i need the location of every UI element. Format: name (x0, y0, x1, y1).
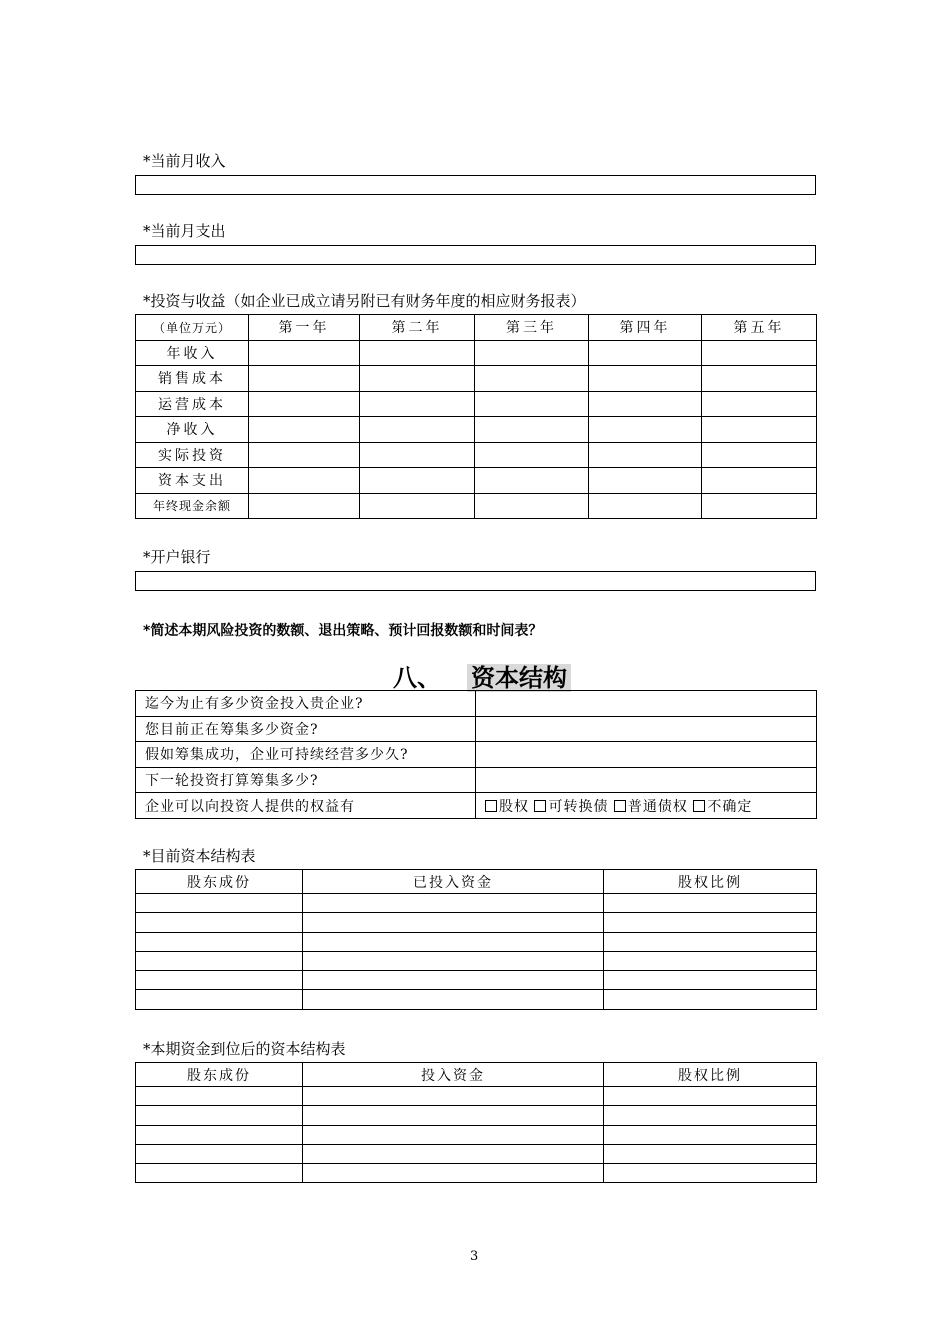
checkbox-icon[interactable] (693, 800, 705, 812)
table-cell[interactable] (303, 1144, 604, 1163)
checkbox-icon[interactable] (485, 800, 497, 812)
investment-header-row (136, 315, 817, 341)
table-cell[interactable] (604, 971, 817, 990)
table-row (136, 1125, 817, 1144)
table-cell[interactable] (589, 442, 702, 468)
table-cell[interactable] (475, 468, 589, 494)
table-row (136, 493, 817, 519)
post-structure-title: *本期资金到位后的资本结构表 (143, 1040, 346, 1058)
table-header-row (136, 1063, 817, 1087)
monthly-expense-field[interactable] (135, 245, 816, 265)
answer-cell[interactable] (476, 691, 817, 717)
table-cell[interactable] (604, 1144, 817, 1163)
table-cell[interactable] (604, 951, 817, 970)
year-3-header: 第三年 (475, 315, 589, 341)
year-4-header: 第四年 (589, 315, 702, 341)
table-cell[interactable] (136, 932, 303, 951)
table-cell[interactable] (303, 932, 604, 951)
question-label: 您目前正在筹集多少资金? (136, 716, 476, 742)
section-heading (393, 664, 571, 692)
table-cell[interactable] (303, 1087, 604, 1106)
bank-field[interactable] (135, 571, 816, 591)
table-cell[interactable] (604, 894, 817, 913)
table-cell[interactable] (475, 391, 589, 417)
equity-ratio-header: 股权比例 (604, 870, 817, 894)
table-row (136, 1144, 817, 1163)
table-row (136, 1164, 817, 1183)
row-label: 运营成本 (136, 391, 249, 417)
equity-option-stock[interactable]: 股权 (485, 799, 529, 815)
section-number: 八、 (393, 664, 441, 692)
table-row (136, 391, 817, 417)
unit-header: （单位万元） (136, 315, 249, 341)
table-cell[interactable] (303, 894, 604, 913)
row-label: 资本支出 (136, 468, 249, 494)
invested-funds-header: 投入资金 (303, 1063, 604, 1087)
table-row (136, 990, 817, 1009)
table-cell[interactable] (589, 391, 702, 417)
table-cell[interactable] (604, 1106, 817, 1125)
answer-cell[interactable] (476, 716, 817, 742)
table-cell[interactable] (136, 1164, 303, 1183)
table-cell[interactable] (249, 340, 360, 366)
table-row (136, 468, 817, 494)
table-cell[interactable] (136, 971, 303, 990)
table-cell[interactable] (360, 391, 475, 417)
table-cell[interactable] (360, 442, 475, 468)
table-cell[interactable] (136, 1144, 303, 1163)
answer-cell[interactable] (476, 742, 817, 768)
table-cell[interactable] (604, 1125, 817, 1144)
section-title: 资本结构 (467, 664, 571, 692)
table-cell[interactable] (589, 493, 702, 519)
question-label: 迄今为止有多少资金投入贵企业? (136, 691, 476, 717)
checkbox-icon[interactable] (534, 800, 546, 812)
table-cell[interactable] (303, 971, 604, 990)
table-row (136, 767, 817, 793)
table-cell[interactable] (303, 1125, 604, 1144)
table-cell[interactable] (136, 894, 303, 913)
monthly-expense-label: *当前月支出 (143, 222, 226, 240)
monthly-income-field[interactable] (135, 175, 816, 195)
table-row (136, 913, 817, 932)
table-cell[interactable] (136, 990, 303, 1009)
row-label: 年终现金余额 (136, 493, 249, 519)
equity-option-debt[interactable]: 普通债权 (614, 799, 688, 815)
equity-ratio-header: 股权比例 (604, 1063, 817, 1087)
table-row (136, 932, 817, 951)
monthly-income-label: *当前月收入 (143, 152, 226, 170)
table-cell[interactable] (702, 442, 817, 468)
table-cell[interactable] (249, 493, 360, 519)
table-cell[interactable] (702, 366, 817, 392)
table-cell[interactable] (604, 932, 817, 951)
table-row (136, 951, 817, 970)
table-cell[interactable] (702, 468, 817, 494)
table-cell[interactable] (249, 442, 360, 468)
table-cell[interactable] (303, 951, 604, 970)
row-label: 实际投资 (136, 442, 249, 468)
table-cell[interactable] (136, 1087, 303, 1106)
table-cell[interactable] (589, 366, 702, 392)
table-cell[interactable] (249, 391, 360, 417)
equity-options-cell (476, 793, 817, 819)
question-label: 假如筹集成功，企业可持续经营多少久? (136, 742, 476, 768)
table-cell[interactable] (303, 1164, 604, 1183)
table-row (136, 366, 817, 392)
shareholder-header: 股东成份 (136, 1063, 303, 1087)
table-row (136, 894, 817, 913)
table-cell[interactable] (249, 366, 360, 392)
shareholder-header: 股东成份 (136, 870, 303, 894)
table-cell[interactable] (702, 391, 817, 417)
table-cell[interactable] (360, 366, 475, 392)
table-cell[interactable] (303, 1106, 604, 1125)
investment-title: *投资与收益（如企业已成立请另附已有财务年度的相应财务报表） (143, 292, 586, 310)
table-cell[interactable] (604, 913, 817, 932)
year-1-header: 第一年 (249, 315, 360, 341)
table-row (136, 742, 817, 768)
post-structure-table (135, 1062, 817, 1183)
table-cell[interactable] (136, 951, 303, 970)
table-row (136, 1106, 817, 1125)
question-label: 下一轮投资打算筹集多少? (136, 767, 476, 793)
table-cell[interactable] (303, 913, 604, 932)
table-cell[interactable] (702, 417, 817, 443)
table-cell[interactable] (475, 340, 589, 366)
investment-table (135, 314, 817, 519)
table-cell[interactable] (249, 417, 360, 443)
table-header-row (136, 870, 817, 894)
table-cell[interactable] (136, 1106, 303, 1125)
table-cell[interactable] (360, 340, 475, 366)
table-cell[interactable] (589, 417, 702, 443)
table-cell[interactable] (475, 493, 589, 519)
table-cell[interactable] (360, 417, 475, 443)
table-row (136, 971, 817, 990)
table-cell[interactable] (360, 468, 475, 494)
table-cell[interactable] (702, 340, 817, 366)
table-cell[interactable] (303, 990, 604, 1009)
table-cell[interactable] (475, 417, 589, 443)
row-label: 年收入 (136, 340, 249, 366)
question-label: 企业可以向投资人提供的权益有 (136, 793, 476, 819)
table-cell[interactable] (604, 1164, 817, 1183)
row-label: 销售成本 (136, 366, 249, 392)
table-cell[interactable] (475, 442, 589, 468)
year-5-header: 第五年 (702, 315, 817, 341)
current-structure-title: *目前资本结构表 (143, 847, 256, 865)
invested-funds-header: 已投入资金 (303, 870, 604, 894)
risk-question: *简述本期风险投资的数额、退出策略、预计回报数额和时间表？ (143, 623, 543, 639)
table-cell[interactable] (360, 493, 475, 519)
table-cell[interactable] (604, 1087, 817, 1106)
checkbox-icon[interactable] (614, 800, 626, 812)
row-label: 净收入 (136, 417, 249, 443)
table-cell[interactable] (475, 366, 589, 392)
table-cell[interactable] (589, 468, 702, 494)
equity-option-uncertain[interactable]: 不确定 (693, 799, 752, 815)
table-cell[interactable] (604, 990, 817, 1009)
year-2-header: 第二年 (360, 315, 475, 341)
table-cell[interactable] (136, 913, 303, 932)
table-cell[interactable] (702, 493, 817, 519)
table-cell[interactable] (136, 1125, 303, 1144)
table-cell[interactable] (249, 468, 360, 494)
table-cell[interactable] (589, 340, 702, 366)
table-row (136, 1087, 817, 1106)
table-row (136, 442, 817, 468)
capital-questions-table (135, 690, 817, 819)
table-row (136, 716, 817, 742)
table-row (136, 691, 817, 717)
equity-option-convertible[interactable]: 可转换债 (534, 799, 608, 815)
current-structure-table (135, 869, 817, 1010)
table-row (136, 793, 817, 819)
answer-cell[interactable] (476, 767, 817, 793)
bank-label: *开户银行 (143, 548, 211, 566)
table-row (136, 417, 817, 443)
page-number: 3 (470, 1249, 479, 1264)
table-row (136, 340, 817, 366)
